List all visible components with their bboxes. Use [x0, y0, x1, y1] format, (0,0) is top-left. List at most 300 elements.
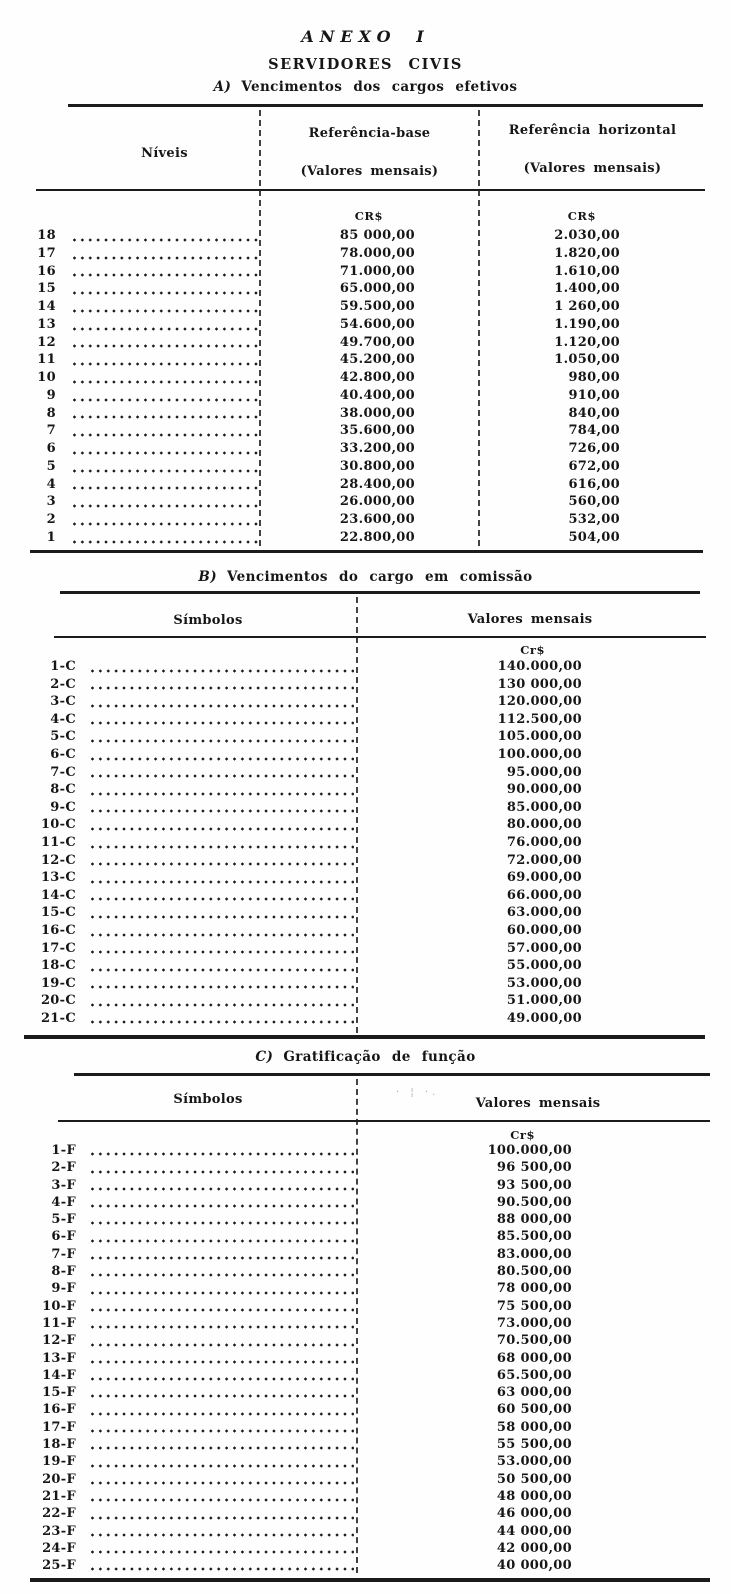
- referencia-base-value: 38.000,00: [339, 405, 415, 421]
- column-header-referencia-base: Referência-base: [308, 126, 431, 141]
- dot-leader: [90, 1550, 354, 1554]
- valor-mensal-value: 95.000,00: [506, 764, 582, 780]
- column-header-referencia-horizontal-sub: (Valores mensais): [523, 161, 662, 176]
- referencia-base-value: 49.700,00: [339, 334, 415, 350]
- referencia-base-value: 78.000,00: [339, 245, 415, 261]
- dot-leader: [90, 897, 354, 901]
- valor-mensal-value: 66.000,00: [506, 887, 582, 903]
- dot-leader: [90, 1239, 354, 1243]
- table-row: [20, 1541, 711, 1558]
- dot-leader: [90, 1152, 354, 1156]
- referencia-base-value: 65.000,00: [339, 281, 415, 297]
- valor-mensal-value: 55 500,00: [496, 1437, 572, 1453]
- referencia-horizontal-value: 910,00: [568, 387, 620, 403]
- valor-mensal-value: 58 000,00: [496, 1419, 572, 1435]
- table-row: [20, 1264, 711, 1281]
- valor-mensal-value: 96 500,00: [496, 1160, 572, 1176]
- horizontal-rule: [58, 1120, 710, 1122]
- referencia-horizontal-value: 980,00: [568, 370, 620, 385]
- simbolo-label: 6-F: [51, 1229, 76, 1245]
- nivel-label: 10: [37, 370, 56, 385]
- table-row: [20, 494, 711, 512]
- dot-leader: [90, 845, 354, 849]
- valor-mensal-value: 57.000,00: [506, 940, 582, 956]
- simbolo-label: 16-C: [40, 922, 76, 938]
- dot-leader: [90, 757, 354, 761]
- table-row: [20, 1011, 711, 1029]
- table-row: [20, 1506, 711, 1523]
- table-row: [20, 1524, 711, 1541]
- valor-mensal-value: 60.000,00: [506, 922, 582, 938]
- simbolo-label: 6-C: [50, 746, 76, 762]
- simbolo-label: 13-C: [40, 870, 76, 886]
- column-header-referencia-horizontal: Referência horizontal: [508, 123, 677, 138]
- dot-leader: [72, 238, 262, 242]
- dot-leader: [90, 1464, 354, 1468]
- dot-leader: [90, 1516, 354, 1520]
- dot-leader: [90, 1221, 354, 1225]
- dot-leader: [90, 1256, 354, 1260]
- valor-mensal-value: 49.000,00: [506, 1010, 582, 1026]
- dot-leader: [72, 451, 262, 455]
- valor-mensal-value: 112.500,00: [497, 711, 582, 727]
- dot-leader: [90, 669, 354, 673]
- dot-leader: [72, 504, 262, 508]
- simbolo-label: 2-F: [51, 1160, 76, 1176]
- currency-label-cr: Cr$: [510, 1128, 535, 1142]
- valor-mensal-value: 48 000,00: [496, 1488, 572, 1504]
- table-row: [20, 1368, 711, 1385]
- dot-leader: [72, 327, 262, 331]
- referencia-horizontal-value: 1.610,00: [554, 263, 620, 279]
- dot-leader: [90, 721, 354, 725]
- referencia-horizontal-value: 1.120,00: [554, 334, 620, 350]
- column-header-referencia-base-sub: (Valores mensais): [300, 164, 439, 179]
- column-header-valores-mensais: Valores mensais: [475, 1096, 601, 1111]
- dot-leader: [72, 291, 262, 295]
- table-row: [20, 817, 711, 835]
- referencia-base-value: 40.400,00: [339, 387, 415, 403]
- table-row: [20, 659, 711, 677]
- annex-title: ANEXO I: [301, 27, 430, 46]
- dot-leader: [90, 880, 354, 884]
- dot-leader: [90, 1412, 354, 1416]
- simbolo-label: 25-F: [42, 1558, 76, 1574]
- referencia-base-value: 28.400,00: [339, 476, 415, 492]
- simbolo-label: 15-F: [42, 1385, 76, 1401]
- simbolo-label: 18-C: [40, 958, 76, 974]
- referencia-base-value: 45.200,00: [339, 352, 415, 368]
- table-row: [20, 782, 711, 800]
- table-row: [20, 888, 711, 906]
- nivel-label: 15: [37, 281, 56, 297]
- dot-leader: [90, 1308, 354, 1312]
- dot-leader: [90, 1394, 354, 1398]
- table-b-caption-text: Vencimentos do cargo em comissão: [227, 569, 533, 585]
- table-row: [20, 1299, 711, 1316]
- referencia-base-value: 33.200,00: [339, 441, 415, 456]
- dot-leader: [90, 1325, 354, 1329]
- nivel-label: 6: [46, 441, 56, 456]
- dot-leader: [90, 915, 354, 919]
- table-row: [20, 299, 711, 317]
- dot-leader: [90, 774, 354, 778]
- table-row: [20, 1402, 711, 1419]
- currency-label-cr: CR$: [567, 209, 596, 223]
- table-row: [20, 1454, 711, 1471]
- valor-mensal-value: 63.000,00: [506, 905, 582, 921]
- valor-mensal-value: 130 000,00: [497, 676, 582, 692]
- referencia-base-value: 30.800,00: [339, 458, 415, 474]
- dot-leader: [72, 309, 262, 313]
- valor-mensal-value: 80.000,00: [506, 817, 582, 833]
- valor-mensal-value: 100.000,00: [487, 1143, 572, 1158]
- table-row: [20, 1420, 711, 1437]
- nivel-label: 8: [46, 405, 56, 421]
- dot-leader: [90, 1446, 354, 1450]
- referencia-horizontal-value: 532,00: [568, 512, 620, 527]
- dot-leader: [72, 415, 262, 419]
- referencia-horizontal-value: 2.030,00: [554, 228, 620, 243]
- referencia-base-value: 22.800,00: [339, 529, 415, 545]
- table-row: [20, 1489, 711, 1506]
- valor-mensal-value: 53.000,00: [506, 975, 582, 991]
- table-row: [20, 459, 711, 477]
- simbolo-label: 3-C: [50, 694, 76, 710]
- column-header-niveis: Níveis: [141, 146, 188, 161]
- referencia-horizontal-value: 504,00: [568, 529, 620, 545]
- valor-mensal-value: 60 500,00: [496, 1402, 572, 1418]
- valor-mensal-value: 85.500,00: [496, 1229, 572, 1245]
- simbolo-label: 5-F: [51, 1212, 76, 1228]
- table-row: [20, 477, 711, 495]
- valor-mensal-value: 80.500,00: [496, 1264, 572, 1280]
- dot-leader: [90, 862, 354, 866]
- valor-mensal-value: 140.000,00: [497, 659, 582, 674]
- table-row: [20, 923, 711, 941]
- table-row: [20, 993, 711, 1011]
- table-row: [20, 1229, 711, 1246]
- simbolo-label: 21-F: [42, 1488, 76, 1504]
- simbolo-label: 21-C: [40, 1010, 76, 1026]
- dot-leader: [90, 1533, 354, 1537]
- simbolo-label: 24-F: [42, 1540, 76, 1556]
- dot-leader: [90, 1020, 354, 1024]
- referencia-base-value: 26.000,00: [339, 494, 415, 510]
- simbolo-label: 9-F: [51, 1281, 76, 1297]
- table-row: [20, 264, 711, 282]
- table-row: [20, 1195, 711, 1212]
- table-row: [20, 1437, 711, 1454]
- simbolo-label: 19-F: [42, 1454, 76, 1470]
- table-row: [20, 1351, 711, 1368]
- table-row: [20, 512, 711, 530]
- referencia-horizontal-value: 560,00: [568, 494, 620, 510]
- simbolo-label: 13-F: [42, 1350, 76, 1366]
- referencia-horizontal-value: 726,00: [568, 441, 620, 456]
- valor-mensal-value: 105.000,00: [497, 729, 582, 745]
- simbolo-label: 19-C: [40, 975, 76, 991]
- simbolo-label: 16-F: [42, 1402, 76, 1418]
- currency-label-cr: Cr$: [520, 643, 545, 657]
- simbolo-label: 12-F: [42, 1333, 76, 1349]
- table-row: [20, 712, 711, 730]
- table-row: [20, 677, 711, 695]
- dot-leader: [90, 686, 354, 690]
- valor-mensal-value: 63 000,00: [496, 1385, 572, 1401]
- nivel-label: 13: [37, 316, 56, 332]
- referencia-base-value: 42.800,00: [339, 370, 415, 385]
- table-row: [20, 423, 711, 441]
- column-header-valores-mensais: Valores mensais: [467, 612, 593, 627]
- referencia-base-value: 23.600,00: [339, 512, 415, 527]
- horizontal-rule: [54, 636, 706, 638]
- table-row: [20, 317, 711, 335]
- nivel-label: 17: [37, 245, 56, 261]
- table-row: [20, 281, 711, 299]
- table-row: [20, 1316, 711, 1333]
- table-row: [20, 228, 711, 246]
- table-row: [20, 1281, 711, 1298]
- table-row: [20, 370, 711, 388]
- valor-mensal-value: 53.000,00: [496, 1454, 572, 1470]
- referencia-base-value: 54.600,00: [339, 316, 415, 332]
- table-c-rows: [20, 1143, 711, 1575]
- table-row: [20, 694, 711, 712]
- valor-mensal-value: 90.500,00: [496, 1194, 572, 1210]
- referencia-horizontal-value: 1.190,00: [554, 316, 620, 332]
- horizontal-rule: [24, 1035, 705, 1039]
- dot-leader: [90, 1187, 354, 1191]
- table-row: [20, 246, 711, 264]
- valor-mensal-value: 100.000,00: [497, 746, 582, 762]
- table-row: [20, 1385, 711, 1402]
- table-row: [20, 1472, 711, 1489]
- dot-leader: [90, 950, 354, 954]
- referencia-horizontal-value: 784,00: [568, 423, 620, 439]
- dot-leader: [90, 1343, 354, 1347]
- valor-mensal-value: 40 000,00: [496, 1558, 572, 1574]
- table-row: [20, 388, 711, 406]
- table-row: [20, 941, 711, 959]
- table-row: [20, 530, 711, 548]
- simbolo-label: 9-C: [50, 799, 76, 815]
- valor-mensal-value: 120.000,00: [497, 694, 582, 710]
- table-row: [20, 406, 711, 424]
- table-row: [20, 765, 711, 783]
- simbolo-label: 5-C: [50, 729, 76, 745]
- table-row: [20, 958, 711, 976]
- nivel-label: 4: [46, 476, 56, 492]
- table-row: [20, 729, 711, 747]
- simbolo-label: 17-C: [40, 940, 76, 956]
- simbolo-label: 8-F: [51, 1264, 76, 1280]
- simbolo-label: 8-C: [50, 782, 76, 798]
- horizontal-rule: [36, 189, 705, 191]
- referencia-horizontal-value: 1.400,00: [554, 281, 620, 297]
- simbolo-label: 10-F: [42, 1298, 76, 1314]
- valor-mensal-value: 51.000,00: [506, 993, 582, 1009]
- table-a-caption-text: Vencimentos dos cargos efetivos: [241, 79, 518, 95]
- dot-leader: [72, 273, 262, 277]
- nivel-label: 5: [46, 458, 56, 474]
- dot-leader: [72, 362, 262, 366]
- column-header-simbolos: Símbolos: [173, 613, 243, 628]
- dot-leader: [90, 1204, 354, 1208]
- dot-leader: [90, 933, 354, 937]
- simbolo-label: 1-F: [51, 1143, 76, 1158]
- referencia-horizontal-value: 1.820,00: [554, 245, 620, 261]
- simbolo-label: 15-C: [40, 905, 76, 921]
- valor-mensal-value: 88 000,00: [496, 1212, 572, 1228]
- valor-mensal-value: 44 000,00: [496, 1523, 572, 1539]
- table-a-caption: [0, 79, 731, 95]
- valor-mensal-value: 69.000,00: [506, 870, 582, 886]
- table-row: [20, 1178, 711, 1195]
- nivel-label: 7: [46, 423, 56, 439]
- simbolo-label: 17-F: [42, 1419, 76, 1435]
- referencia-base-value: 35.600,00: [339, 423, 415, 439]
- referencia-horizontal-value: 1.050,00: [554, 352, 620, 368]
- table-a-caption-letter: A): [213, 79, 232, 95]
- dot-leader: [72, 540, 262, 544]
- table-b-caption: [0, 569, 731, 585]
- dot-leader: [72, 380, 262, 384]
- simbolo-label: 10-C: [40, 817, 76, 833]
- scan-noise-artifact: · ¦ ·.: [396, 1087, 440, 1098]
- valor-mensal-value: 85.000,00: [506, 799, 582, 815]
- dot-leader: [90, 739, 354, 743]
- nivel-label: 14: [37, 299, 56, 314]
- table-row: [20, 1143, 711, 1160]
- simbolo-label: 4-F: [51, 1194, 76, 1210]
- table-row: [20, 1212, 711, 1229]
- valor-mensal-value: 50 500,00: [496, 1471, 572, 1487]
- horizontal-rule: [30, 550, 703, 553]
- table-row: [20, 905, 711, 923]
- doc-subtitle: SERVIDORES CIVIS: [268, 56, 463, 73]
- simbolo-label: 3-F: [51, 1177, 76, 1193]
- dot-leader: [90, 968, 354, 972]
- valor-mensal-value: 70.500,00: [496, 1333, 572, 1349]
- simbolo-label: 11-F: [42, 1315, 76, 1331]
- valor-mensal-value: 46 000,00: [496, 1506, 572, 1522]
- valor-mensal-value: 55.000,00: [506, 958, 582, 974]
- dot-leader: [90, 1360, 354, 1364]
- nivel-label: 2: [46, 512, 56, 527]
- valor-mensal-value: 83.000,00: [496, 1246, 572, 1262]
- dot-leader: [90, 827, 354, 831]
- simbolo-label: 7-C: [50, 764, 76, 780]
- dot-leader: [90, 1498, 354, 1502]
- dot-leader: [72, 256, 262, 260]
- horizontal-rule: [30, 1578, 710, 1582]
- valor-mensal-value: 42 000,00: [496, 1540, 572, 1556]
- table-row: [20, 747, 711, 765]
- table-c-caption-text: Gratificação de função: [283, 1049, 476, 1065]
- dot-leader: [90, 1291, 354, 1295]
- valor-mensal-value: 75 500,00: [496, 1298, 572, 1314]
- dot-leader: [90, 1429, 354, 1433]
- nivel-label: 16: [37, 263, 56, 279]
- simbolo-label: 22-F: [42, 1506, 76, 1522]
- table-row: [20, 441, 711, 459]
- table-row: [20, 335, 711, 353]
- simbolo-label: 4-C: [50, 711, 76, 727]
- simbolo-label: 1-C: [50, 659, 76, 674]
- nivel-label: 9: [46, 387, 56, 403]
- table-row: [20, 352, 711, 370]
- dot-leader: [72, 398, 262, 402]
- valor-mensal-value: 68 000,00: [496, 1350, 572, 1366]
- table-row: [20, 870, 711, 888]
- referencia-horizontal-value: 616,00: [568, 476, 620, 492]
- referencia-horizontal-value: 1 260,00: [554, 299, 620, 314]
- table-row: [20, 853, 711, 871]
- valor-mensal-value: 93 500,00: [496, 1177, 572, 1193]
- dot-leader: [90, 1170, 354, 1174]
- dot-leader: [72, 344, 262, 348]
- referencia-base-value: 71.000,00: [339, 263, 415, 279]
- dot-leader: [90, 1481, 354, 1485]
- simbolo-label: 20-C: [40, 993, 76, 1009]
- dot-leader: [90, 1003, 354, 1007]
- simbolo-label: 14-C: [40, 887, 76, 903]
- table-b-rows: [20, 659, 711, 1028]
- table-row: [20, 1333, 711, 1350]
- valor-mensal-value: 78 000,00: [496, 1281, 572, 1297]
- dot-leader: [72, 522, 262, 526]
- valor-mensal-value: 65.500,00: [496, 1367, 572, 1383]
- simbolo-label: 7-F: [51, 1246, 76, 1262]
- table-a-rows: [20, 228, 711, 548]
- referencia-base-value: 59.500,00: [339, 299, 415, 314]
- table-row: [20, 976, 711, 994]
- dot-leader: [72, 433, 262, 437]
- table-b-caption-letter: B): [198, 569, 218, 585]
- nivel-label: 1: [46, 529, 56, 545]
- simbolo-label: 23-F: [42, 1523, 76, 1539]
- horizontal-rule: [74, 1073, 710, 1076]
- table-c-caption: [0, 1049, 731, 1065]
- nivel-label: 11: [37, 352, 56, 368]
- valor-mensal-value: 72.000,00: [506, 852, 582, 868]
- valor-mensal-value: 73.000,00: [496, 1315, 572, 1331]
- dot-leader: [72, 486, 262, 490]
- dot-leader: [90, 1273, 354, 1277]
- nivel-label: 3: [46, 494, 56, 510]
- dot-leader: [90, 809, 354, 813]
- horizontal-rule: [60, 591, 700, 594]
- dot-leader: [90, 1567, 354, 1571]
- table-row: [20, 800, 711, 818]
- simbolo-label: 2-C: [50, 676, 76, 692]
- table-row: [20, 1558, 711, 1575]
- table-row: [20, 1247, 711, 1264]
- dot-leader: [90, 1377, 354, 1381]
- horizontal-rule: [68, 104, 703, 107]
- referencia-horizontal-value: 840,00: [568, 405, 620, 421]
- dot-leader: [90, 985, 354, 989]
- dot-leader: [90, 704, 354, 708]
- column-header-simbolos: Símbolos: [173, 1092, 243, 1107]
- table-c-caption-letter: C): [255, 1049, 274, 1065]
- currency-label-cr: CR$: [354, 209, 383, 223]
- simbolo-label: 20-F: [42, 1471, 76, 1487]
- table-row: [20, 835, 711, 853]
- referencia-horizontal-value: 672,00: [568, 458, 620, 474]
- dot-leader: [90, 792, 354, 796]
